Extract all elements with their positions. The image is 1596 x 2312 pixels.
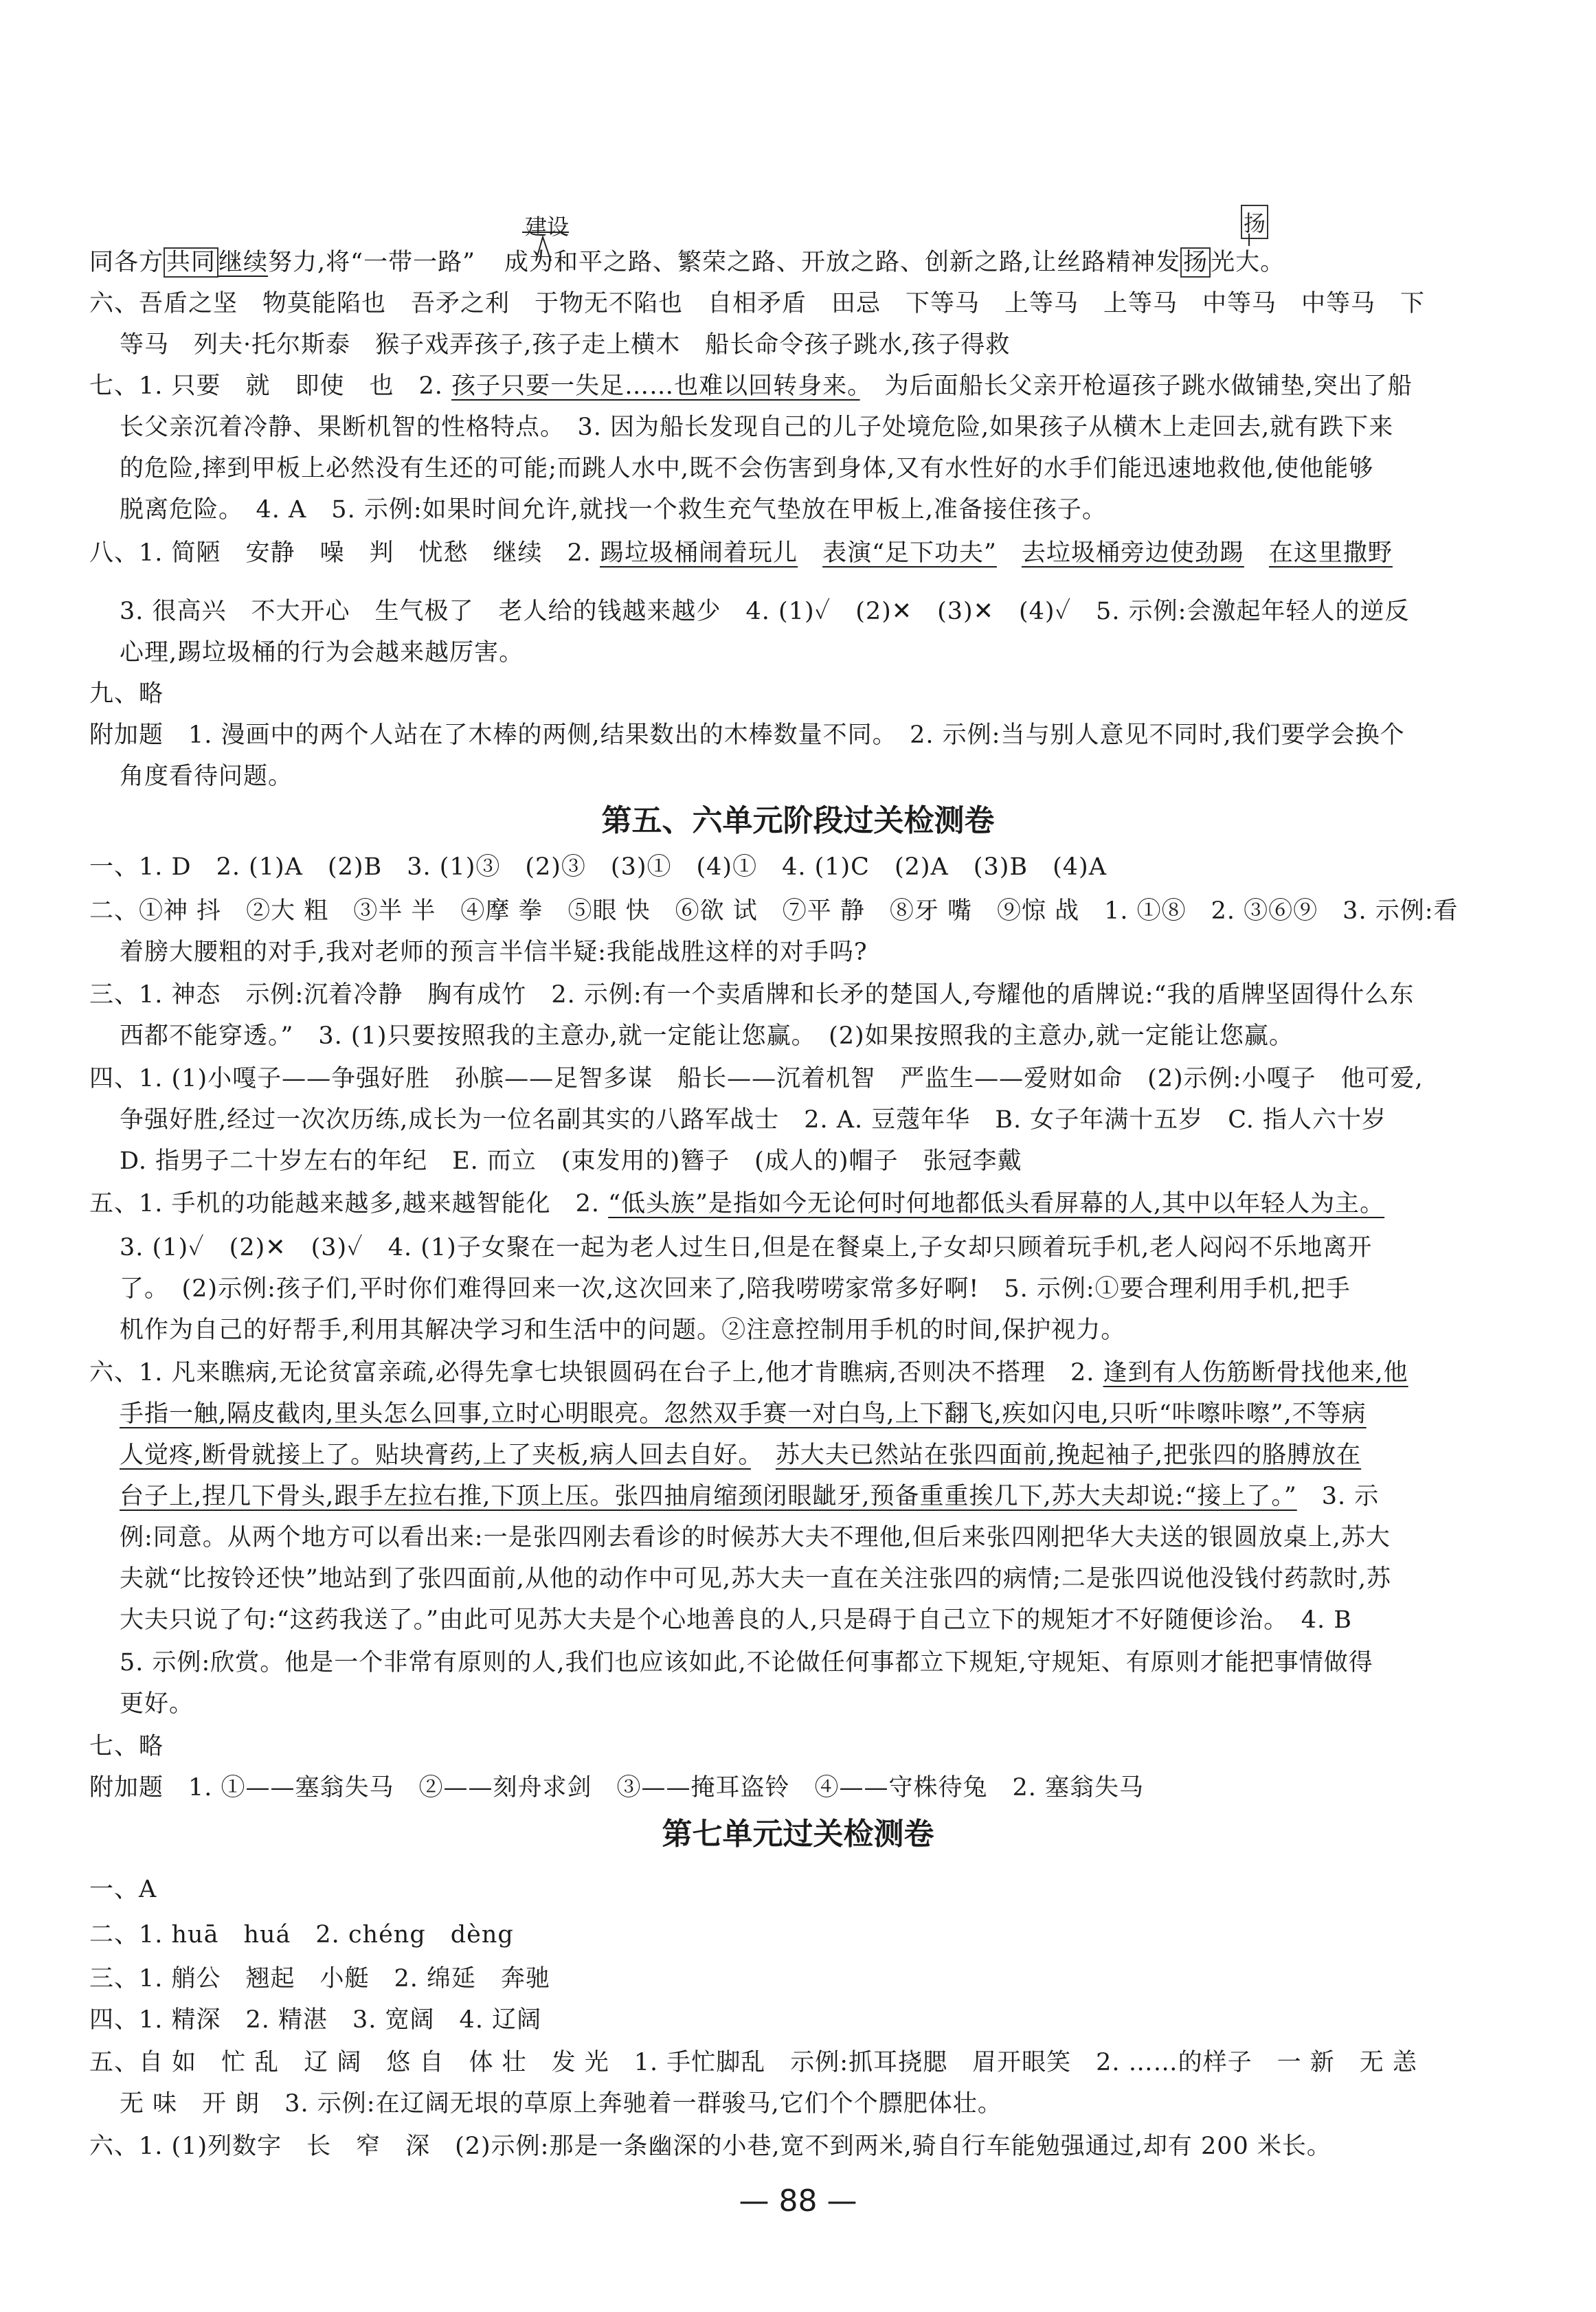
answer-line: 三、1. 艄公 翘起 小艇 2. 绵延 奔驰	[89, 1965, 551, 1993]
answer-line: 角度看待问题。	[120, 763, 293, 790]
answer-line: 等马 列夫·托尔斯泰 猴子戏弄孩子,孩子走上横木 船长命令孩子跳水,孩子得救	[120, 331, 1011, 359]
answer-line: 着膀大腰粗的对手,我对老师的预言半信半疑:我能战胜这样的对手吗?	[120, 939, 868, 966]
answer-line: 人觉疼,断骨就接上了。贴块膏药,上了夹板,病人回去自好。 苏大夫已然站在张四面前,挽起袖子,把张四的胳膊放在	[120, 1441, 1362, 1469]
answer-line: 八、1. 简陋 安静 噪 判 忧愁 继续 2. 踢垃圾桶闹着玩儿 表演“足下功夫” 去垃圾桶旁边使劲踢 在这里撒野	[89, 539, 1393, 567]
answer-line: 三、1. 神态 示例:沉着冷静 胸有成竹 2. 示例:有一个卖盾牌和长矛的楚国人,夸耀他的盾牌说:“我的盾牌坚固得什么东	[89, 981, 1415, 1009]
answer-line: D. 指男子二十岁左右的年纪 E. 而立 (束发用的)簪子 (成人的)帽子 张冠李戴	[120, 1147, 1022, 1175]
answer-line: 5. 示例:欣赏。他是一个非常有原则的人,我们也应该如此,不论做任何事都立下规矩,守规矩、有原则才能把事情做得	[120, 1649, 1373, 1676]
answer-line: 了。 (2)示例:孩子们,平时你们难得回来一次,这次回来了,陪我唠唠家常多好啊! 5. 示例:①要合理利用手机,把手	[120, 1275, 1351, 1303]
answer-line: 台子上,捏几下骨头,跟手左拉右推,下顶上压。张四抽肩缩颈闭眼龇牙,预备重重挨几下,苏大夫却说:“接上了。” 3. 示	[120, 1483, 1380, 1510]
answer-line: 二、①神 抖 ②大 粗 ③半 半 ④摩 拳 ⑤眼 快 ⑥欲 试 ⑦平 静 ⑧牙 嘴 ⑨惊 战 1. ①⑧ 2. ③⑥⑨ 3. 示例:看	[89, 897, 1459, 925]
answer-line: 争强好胜,经过一次次历练,成长为一位名副其实的八路军战士 2. A. 豆蔻年华 B. 女子年满十五岁 C. 指人六十岁	[120, 1106, 1387, 1134]
answer-line: 心理,踢垃圾桶的行为会越来越厉害。	[120, 639, 524, 666]
boxed-word: 扬	[1180, 247, 1211, 278]
answer-line: 五、自 如 忙 乱 辽 阔 悠 自 体 壮 发 光 1. 手忙脚乱 示例:抓耳挠腮 眉开眼笑 2. ……的样子 一 新 无 恙	[89, 2049, 1417, 2076]
answer-line: 二、1. huā huá 2. chéng dèng	[89, 1921, 514, 1949]
answer-line: 无 味 开 朗 3. 示例:在辽阔无垠的草原上奔驰着一群骏马,它们个个膘肥体壮。	[120, 2090, 1002, 2118]
boxed-word: 共同	[164, 247, 218, 278]
answer-line: 夫就“比按铃还快”地站到了张四面前,从他的动作中可见,苏大夫一直在关注张四的病情;二是张四说他没钱付药款时,苏	[120, 1565, 1391, 1593]
answer-line: 九、略	[89, 680, 164, 708]
answer-line: 机作为自己的好帮手,利用其解决学习和生活中的问题。②注意控制用手机的时间,保护视力。	[120, 1316, 1126, 1344]
answer-line: 长父亲沉着冷静、果断机智的性格特点。 3. 因为船长发现自己的儿子处境危险,如果孩子从横木上走回去,就有跌下来	[120, 414, 1394, 441]
annotation-insert-jianshe: 建设	[525, 214, 570, 240]
answer-line: 五、1. 手机的功能越来越多,越来越智能化 2. “低头族”是指如今无论何时何地都低头看屏幕的人,其中以年轻人为主。	[89, 1190, 1385, 1217]
answer-line: 的危险,摔到甲板上必然没有生还的可能;而跳人水中,既不会伤害到身体,又有水性好的水手们能迅速地救他,使他能够	[120, 455, 1374, 482]
answer-line: 更好。	[120, 1690, 194, 1718]
answer-line: 同各方 共同 继续努力,将“一带一路” 成为和平之路、繁荣之路、开放之路、创新之路,让丝路精神发 扬 光大。	[89, 249, 1285, 276]
answer-line: 四、1. 精深 2. 精湛 3. 宽阔 4. 辽阔	[89, 2006, 542, 2034]
page-number: — 88 —	[739, 2184, 857, 2219]
answer-line: 3. (1)✓ (2)✕ (3)✓ 4. (1)子女聚在一起为老人过生日,但是在餐桌上,子女却只顾着玩手机,老人闷闷不乐地离开	[120, 1234, 1373, 1261]
answer-line: 大夫只说了句:“这药我送了。”由此可见苏大夫是个心地善良的人,只是碍于自己立下的规矩才不好随便诊治。 4. B	[120, 1606, 1352, 1634]
answer-line: 六、1. 凡来瞧病,无论贫富亲疏,必得先拿七块银圆码在台子上,他才肯瞧病,否则决不搭理 2. 逢到有人伤筋断骨找他来,他	[89, 1359, 1408, 1387]
answer-line: 附加题 1. 漫画中的两个人站在了木棒的两侧,结果数出的木棒数量不同。 2. 示例:当与别人意见不同时,我们要学会换个	[89, 721, 1405, 749]
answer-line: 附加题 1. ①——塞翁失马 ②——刻舟求剑 ③——掩耳盗铃 ④——守株待兔 2. 塞翁失马	[89, 1774, 1145, 1802]
answer-line: 一、1. D 2. (1)A (2)B 3. (1)③ (2)③ (3)① (4)① 4. (1)C (2)A (3)B (4)A	[89, 853, 1107, 881]
answer-line: 一、A	[89, 1876, 157, 1903]
section-heading: 第七单元过关检测卷	[662, 1817, 934, 1852]
answer-line: 七、1. 只要 就 即使 也 2. 孩子只要一失足……也难以回转身来。 为后面船长父亲开枪逼孩子跳水做铺垫,突出了船	[89, 372, 1413, 400]
answer-line: 脱离危险。 4. A 5. 示例:如果时间允许,就找一个救生充气垫放在甲板上,准备接住孩子。	[120, 496, 1107, 524]
section-heading: 第五、六单元阶段过关检测卷	[601, 803, 995, 838]
answer-line: 六、1. (1)列数字 长 窄 深 (2)示例:那是一条幽深的小巷,宽不到两米,骑自行车能勉强通过,却有 200 米长。	[89, 2133, 1331, 2160]
answer-line: 西都不能穿透。” 3. (1)只要按照我的主意办,就一定能让您赢。 (2)如果按照我的主意办,就一定能让您赢。	[120, 1022, 1294, 1050]
answer-line: 例:同意。从两个地方可以看出来:一是张四刚去看诊的时候苏大夫不理他,但后来张四刚把华大夫送的银圆放桌上,苏大	[120, 1524, 1391, 1551]
annotation-replace-yang: 扬	[1241, 205, 1268, 239]
answer-line: 七、略	[89, 1733, 164, 1760]
answer-line: 四、1. (1)小嘎子——争强好胜 孙膑——足智多谋 船长——沉着机智 严监生——爱财如命 (2)示例:小嘎子 他可爱,	[89, 1065, 1424, 1092]
answer-line: 手指一触,隔皮截肉,里头怎么回事,立时心明眼亮。忽然双手赛一对白鸟,上下翻飞,疾如闪电,只听“咔嚓咔嚓”,不等病	[120, 1400, 1367, 1428]
answer-line: 六、吾盾之坚 物莫能陷也 吾矛之利 于物无不陷也 自相矛盾 田忌 下等马 上等马 上等马 中等马 中等马 下	[89, 290, 1426, 317]
answer-line: 3. 很高兴 不大开心 生气极了 老人给的钱越来越少 4. (1)✓ (2)✕ (3)✕ (4)✓ 5. 示例:会激起年轻人的逆反	[120, 598, 1410, 625]
